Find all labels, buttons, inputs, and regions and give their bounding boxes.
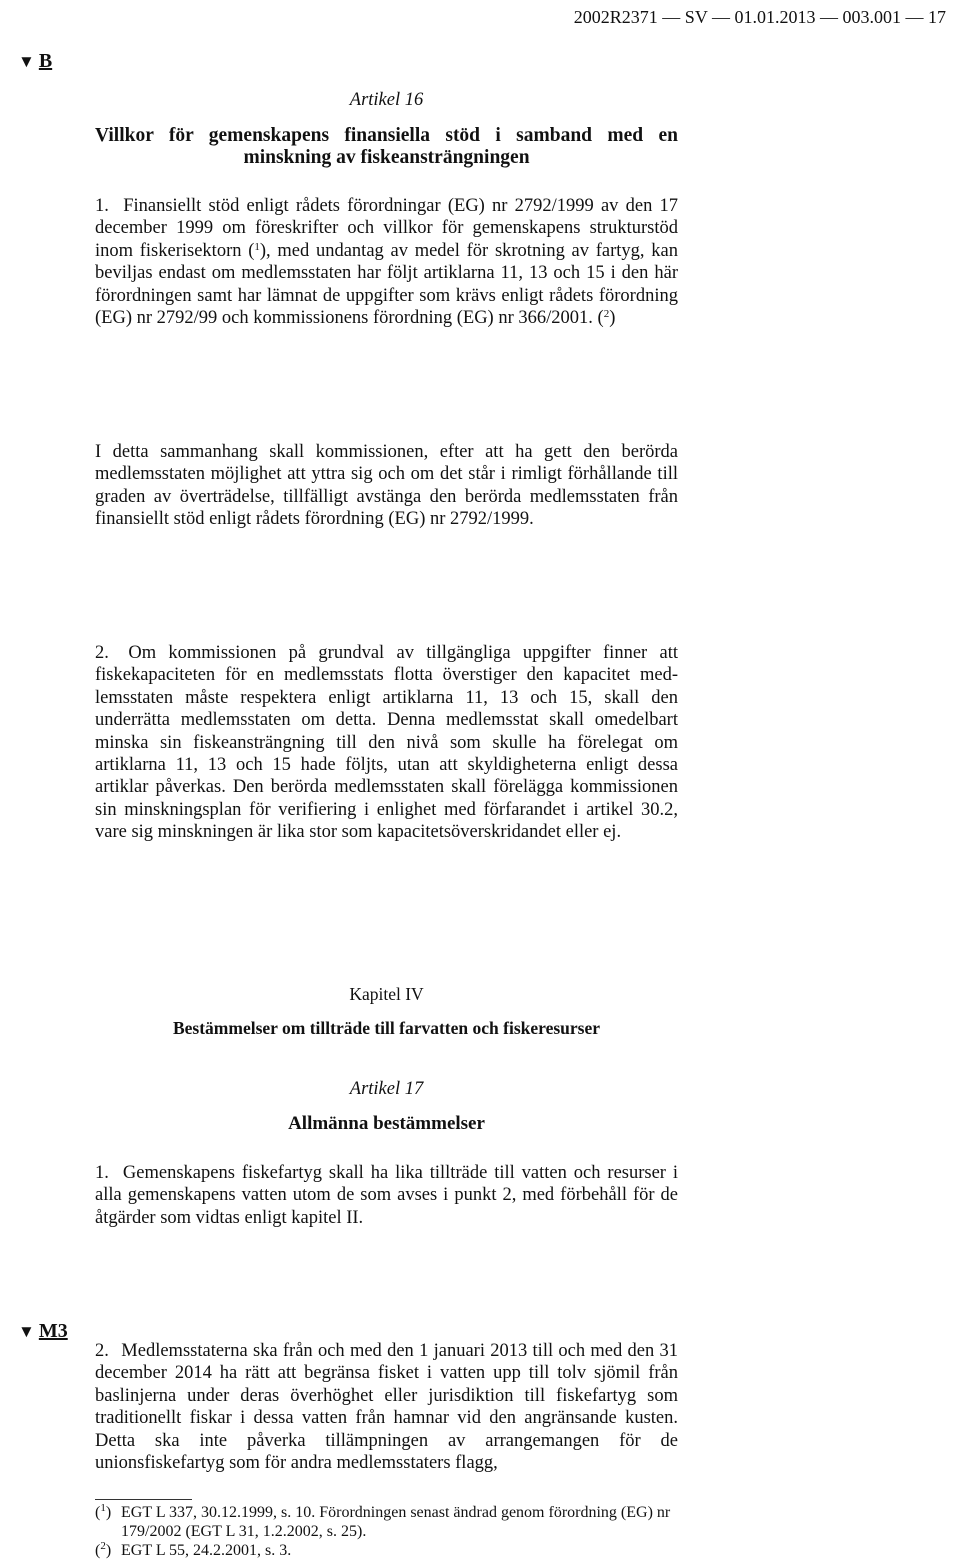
paragraph-number: 2. xyxy=(95,643,109,663)
article-16-paragraph-1-continued: I detta sammanhang skall kommissionen, efter att ha gett den berörda medlemsstaten möjlighet att yttra sig och om det står i rimligt förhållande till graden av överträdelse, tillfälligt avstänga den berörda medlemsstaten från finansiellt stöd enligt rådets förordning (EG) nr 2792/1999. xyxy=(95,442,678,530)
footnote-1 xyxy=(95,1503,715,1541)
paragraph-number: 1. xyxy=(95,196,109,216)
footnote-text: EGT L 337, 30.12.1999, s. 10. Förordningen senast ändrad genom förordning (EG) nr 179/2002 (EGT L 31, 1.2.2002, s. 25). xyxy=(121,1504,671,1540)
paragraph-text: ), med undantag av medel för skrotning av fartyg, kan beviljas endast om medlemsstaten har följt artiklarna 11, 13 och 15 i den här förordningen samt har lämnat de uppgifter som krävs enligt rådets förordning (EG) nr 2792/99 och kommissionens förordning (EG) nr 366/2001. ( xyxy=(95,240,678,329)
triangle-down-icon: ▼ xyxy=(18,52,35,71)
amendment-code-b: B xyxy=(38,50,53,72)
footnote-mark: ($^1$) xyxy=(95,1502,112,1521)
paragraph-text: Gemenskapens fiskefartyg skall ha lika tillträde till vatten och resurser i alla gemenskapens vatten utom de som avses i punkt 2, med förbehåll för de åtgärder som vidtas enligt kapitel II. xyxy=(95,1163,679,1228)
amendment-code-m3: M3 xyxy=(38,1320,68,1342)
page-header: 2002R2371 — SV — 01.01.2013 — 003.001 — 17 xyxy=(573,7,946,27)
article-16-paragraph-1 xyxy=(95,195,678,329)
amendment-marker-b xyxy=(18,50,52,73)
footnotes xyxy=(95,1503,715,1560)
footnote-ref-2[interactable]: 2 xyxy=(603,308,610,321)
article-16-heading: Artikel 16 xyxy=(349,90,424,110)
footnote-number: 1 xyxy=(100,1502,106,1514)
chapter-title: Bestämmelser om tillträde till farvatten och fiskeresurser xyxy=(172,1018,600,1038)
amendment-marker-m3 xyxy=(18,1320,68,1343)
article-17-title: Allmänna bestämmelser xyxy=(288,1113,485,1134)
article-17-heading: Artikel 17 xyxy=(349,1079,424,1099)
chapter-heading: Kapitel IV xyxy=(349,984,424,1004)
article-17-paragraph-1 xyxy=(95,1162,678,1229)
paragraph-text: ) xyxy=(609,308,616,329)
triangle-down-icon: ▼ xyxy=(18,1322,35,1341)
paragraph-text: Medlemsstaterna ska från och med den 1 januari 2013 till och med den 31 december 2014 ha rätt att begränsa fisket i vatten upp till tolv sjömil från baslinjerna under deras överhöghet eller jurisdiktion till fiskefartyg som traditionellt fiskar i dessa vatten från hamnar vid den angränsande kusten. Detta ska inte påverka tillämpningen av arrangemangen för de unionsfiskefartyg som för andra medlemsstaters flagg, xyxy=(95,1341,679,1474)
footnote-2 xyxy=(95,1541,715,1560)
article-17-paragraph-2 xyxy=(95,1340,678,1474)
article-16-title: Villkor för gemenskapens finansiella stöd i samband med en minskning av fiskeansträngningen xyxy=(95,125,678,169)
article-16-paragraph-2 xyxy=(95,642,678,844)
paragraph-number: 1. xyxy=(95,1163,109,1183)
footnote-number: 2 xyxy=(100,1540,106,1552)
paragraph-number: 2. xyxy=(95,1341,109,1361)
paragraph-text: Om kommissionen på grundval av tillgängliga uppgifter finner att fiskekapaciteten för en medlemsstats flotta överstiger den kapacitet medlemsstaten måste respektera enligt artiklarna 11, 13 och 15, skall den underrätta medlemsstaten om detta. Denna medlemsstat skall omedelbart minska sin fiskeansträngning till den nivå som skulle ha förelegat om artiklarna 11, 13 och 15 hade följts, utan att skyldigheterna enligt dessa artiklar påverkas. Den berörda medlemsstaten skall förelägga kommissionen sin minskningsplan för verifiering i enlighet med förfarandet i artikel 30.2, vare sig minskningen är lika stor som kapacitetsöverskridandet eller ej. xyxy=(95,643,679,843)
footnote-ref-1[interactable]: 1 xyxy=(254,240,260,253)
footnote-mark: ($^2$) xyxy=(95,1540,112,1559)
footnote-divider xyxy=(95,1499,192,1500)
footnote-text: EGT L 55, 24.2.2001, s. 3. xyxy=(121,1542,292,1559)
paragraph-text: Finansiellt stöd enligt rådets förordningar (EG) nr 2792/1999 av den 17 december 1999 om föreskrifter och villkor för gemenskapens strukturstöd inom fiskerisektorn ( xyxy=(95,196,678,261)
